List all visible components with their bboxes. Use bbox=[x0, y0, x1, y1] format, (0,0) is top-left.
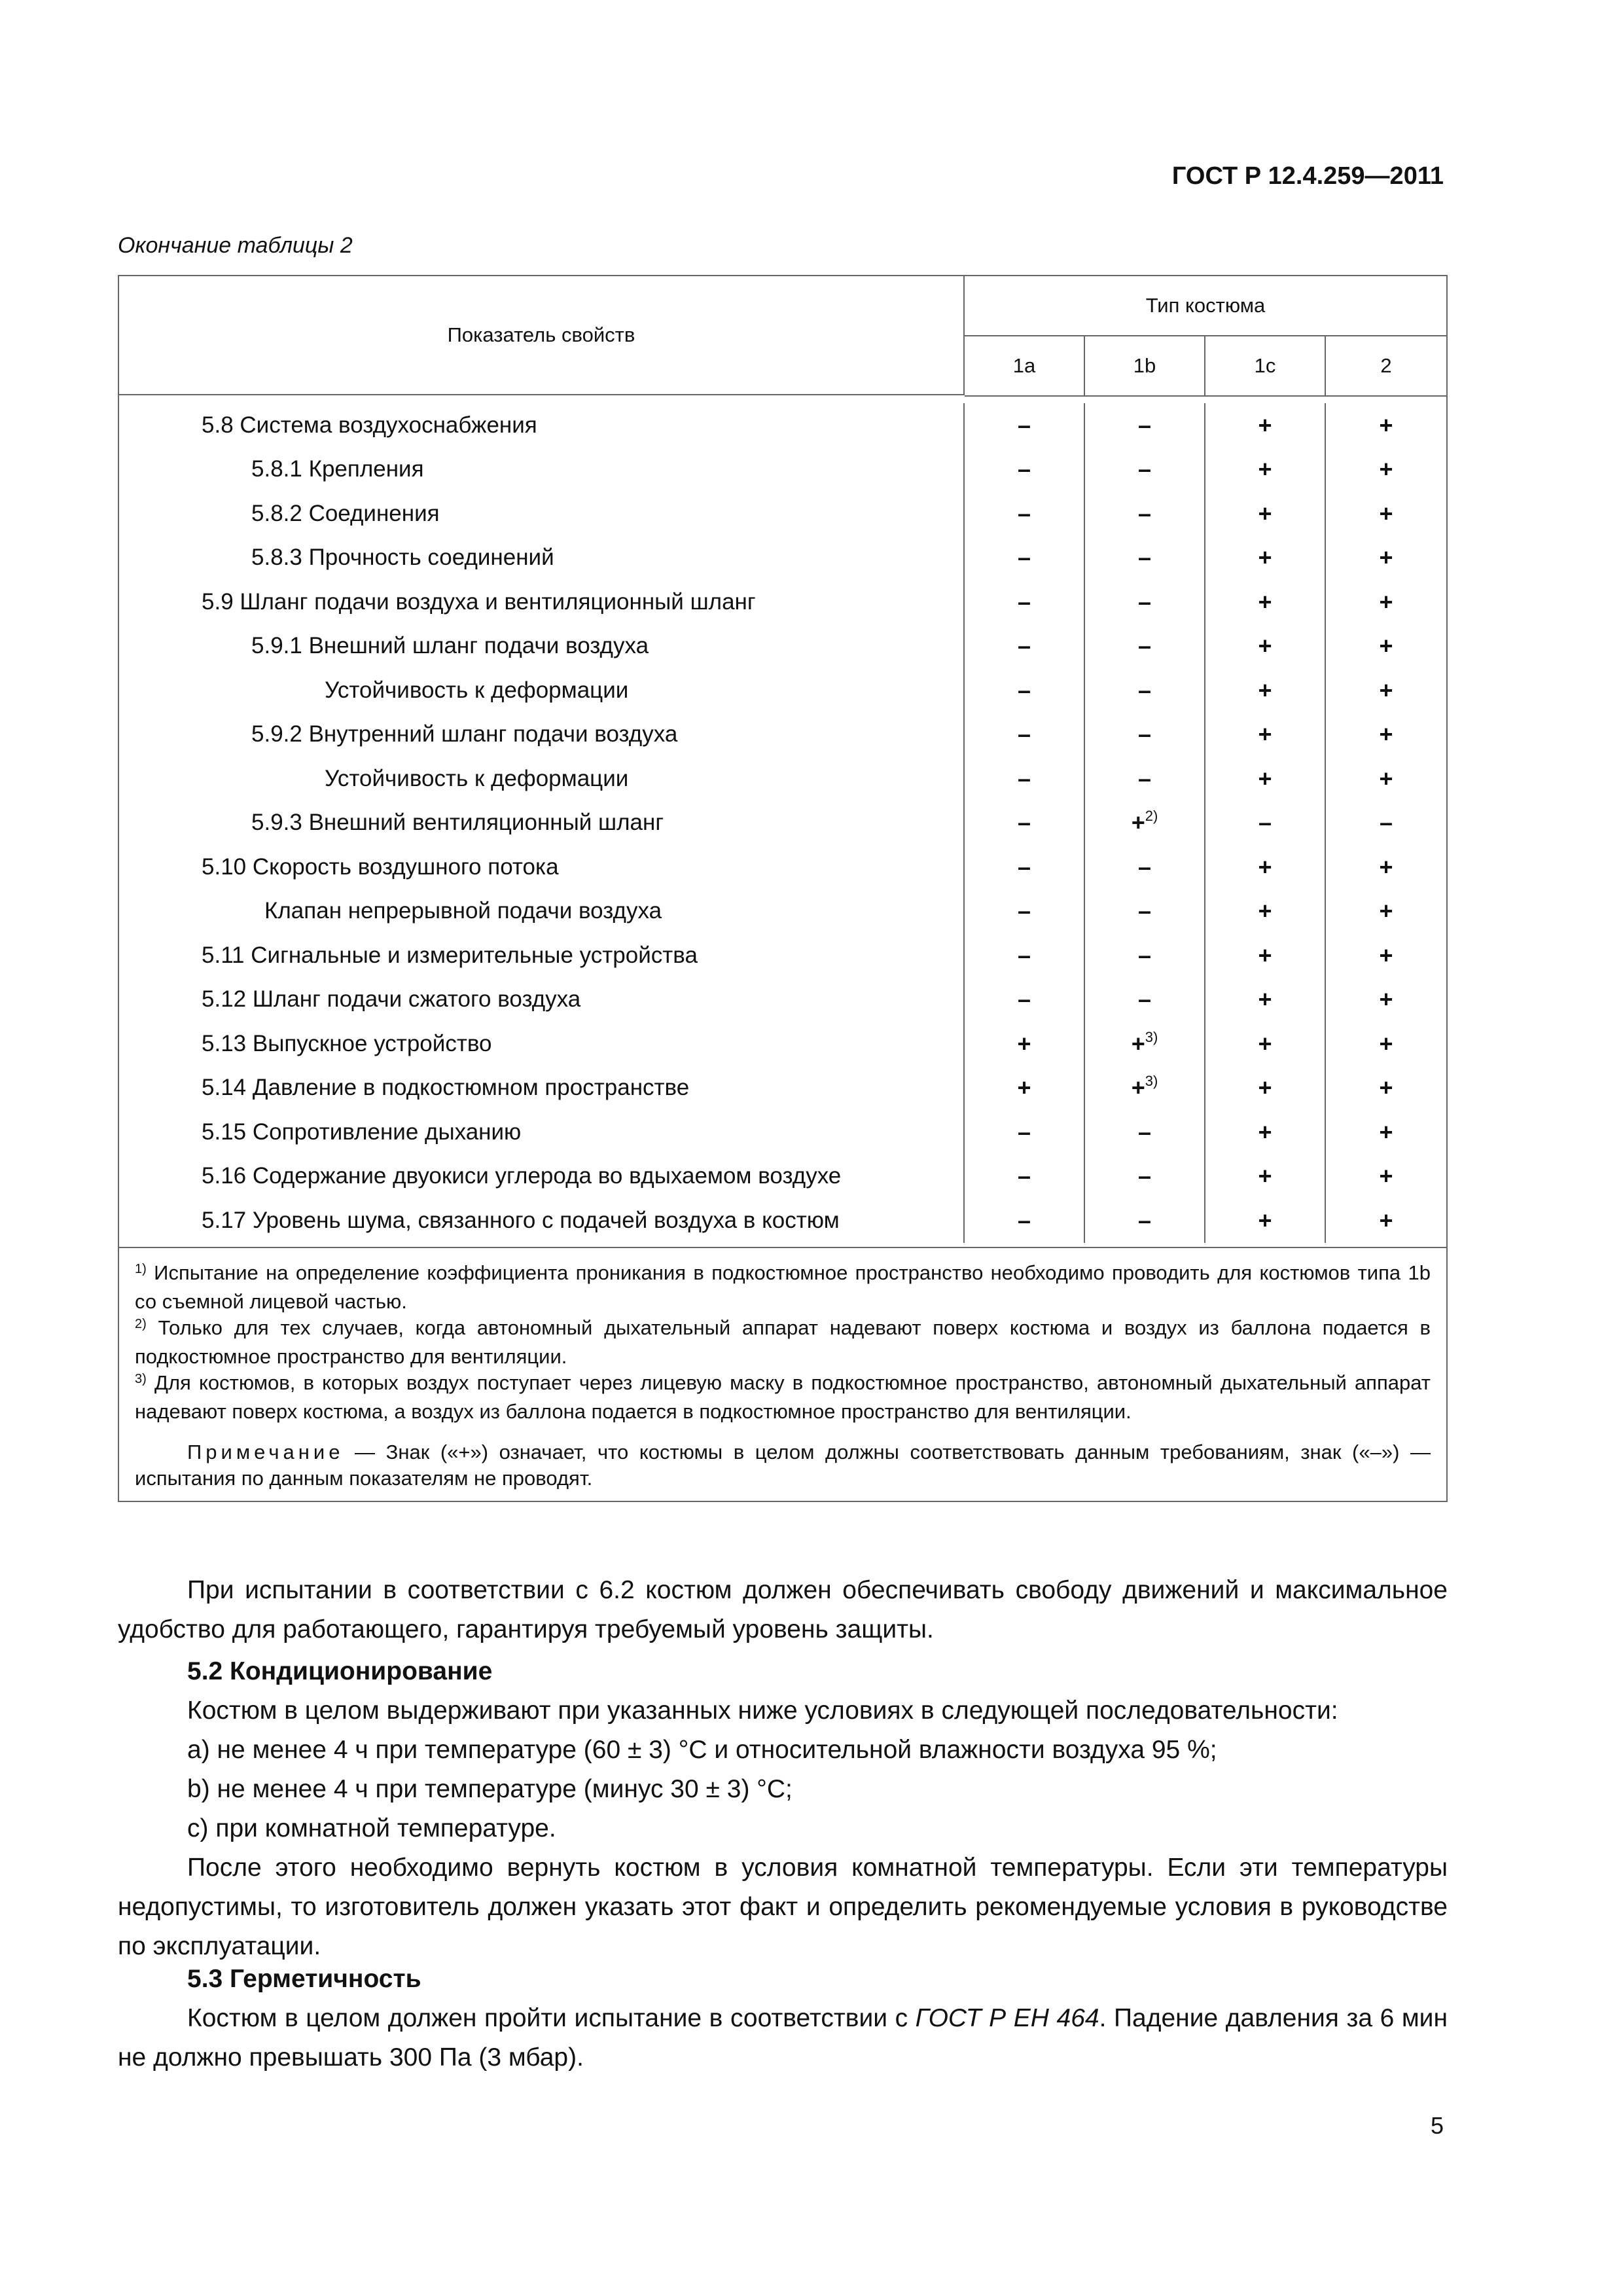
cell-1c bbox=[1205, 801, 1326, 846]
cell-1a bbox=[965, 1155, 1085, 1199]
cell-1c bbox=[1205, 757, 1326, 801]
cell-value: – bbox=[1137, 897, 1152, 925]
table-note bbox=[135, 1439, 1431, 1492]
cell-value: + bbox=[1379, 1074, 1393, 1102]
cell-1b bbox=[1085, 492, 1205, 536]
cell-value: + bbox=[1379, 1162, 1393, 1190]
cell-value: + bbox=[1258, 1030, 1272, 1057]
footnote-ref: 3) bbox=[1145, 1073, 1158, 1090]
cell-value: – bbox=[1017, 1206, 1031, 1234]
section-5-3 bbox=[118, 1960, 1448, 2077]
cell-1c bbox=[1205, 492, 1326, 536]
cell-2 bbox=[1326, 580, 1446, 624]
footnote-mark: 1) bbox=[135, 1261, 147, 1276]
page-number: 5 bbox=[1430, 2112, 1444, 2139]
footnote-2 bbox=[135, 1315, 1431, 1370]
cell-2 bbox=[1326, 1198, 1446, 1243]
row-label: 5.8.2 Соединения bbox=[119, 492, 965, 536]
cell-value: + bbox=[1258, 721, 1272, 748]
paragraph-tightness bbox=[118, 1999, 1448, 2077]
row-label: 5.14 Давление в подкостюмном пространстве bbox=[119, 1066, 965, 1111]
cell-value: + bbox=[1258, 456, 1272, 483]
cell-1c bbox=[1205, 889, 1326, 934]
cell-1b bbox=[1085, 845, 1205, 889]
cell-value: + bbox=[1379, 764, 1393, 792]
tightness-text-end: . Падение давления за 6 мин не должно превышать 300 Па (3 мбар). bbox=[118, 2004, 1448, 2072]
cell-1a bbox=[965, 668, 1085, 713]
cell-value: + bbox=[1258, 1206, 1272, 1234]
cell-value: + bbox=[1379, 544, 1393, 571]
row-label: 5.13 Выпускное устройство bbox=[119, 1022, 965, 1066]
header-col-2: 2 bbox=[1380, 354, 1392, 377]
cell-1b bbox=[1085, 1155, 1205, 1199]
cell-value: + bbox=[1258, 853, 1272, 880]
cell-value: + bbox=[1258, 632, 1272, 660]
row-label: 5.8 Система воздухоснабжения bbox=[119, 403, 965, 448]
cell-value: + bbox=[1131, 1030, 1145, 1057]
cell-value: + bbox=[1379, 632, 1393, 660]
cell-value: – bbox=[1137, 456, 1152, 483]
cell-value: – bbox=[1137, 411, 1152, 439]
cell-value: – bbox=[1017, 499, 1031, 527]
properties-table bbox=[118, 275, 1448, 1502]
cell-value: – bbox=[1017, 411, 1031, 439]
row-label: 5.17 Уровень шума, связанного с подачей воздуха в костюм bbox=[119, 1198, 965, 1243]
note-text: — Знак («+») означает, что костюмы в целом должны соответствовать данным требованиям, знак («–») — испытания по данным показателям не проводят. bbox=[135, 1440, 1431, 1490]
row-label: 5.15 Сопротивление дыханию bbox=[119, 1110, 965, 1155]
cell-value: + bbox=[1379, 1206, 1393, 1234]
row-label: 5.9.2 Внутренний шланг подачи воздуха bbox=[119, 713, 965, 757]
cell-value: – bbox=[1137, 721, 1152, 748]
row-label: Устойчивость к деформации bbox=[119, 668, 965, 713]
cell-1b bbox=[1085, 757, 1205, 801]
cell-1a bbox=[965, 624, 1085, 669]
table-row bbox=[119, 1198, 1446, 1243]
cell-1b bbox=[1085, 403, 1205, 448]
paragraph-movement: При испытании в соответствии с 6.2 костюм должен обеспечивать свободу движений и максимальное удобство для работающего, гарантируя требуемый уровень защиты. bbox=[118, 1576, 1448, 1643]
cell-value: + bbox=[1258, 941, 1272, 969]
cell-1b bbox=[1085, 889, 1205, 934]
cell-1c bbox=[1205, 978, 1326, 1022]
cell-value: + bbox=[1258, 1074, 1272, 1102]
row-label: 5.8.1 Крепления bbox=[119, 448, 965, 492]
paragraph-conditioning-intro: Костюм в целом выдерживают при указанных ниже условиях в следующей последовательности: bbox=[187, 1696, 1338, 1725]
cell-value: + bbox=[1131, 1074, 1145, 1102]
cell-2 bbox=[1326, 1066, 1446, 1111]
cell-value: + bbox=[1258, 764, 1272, 792]
cell-2 bbox=[1326, 1022, 1446, 1066]
header-col-1c: 1c bbox=[1205, 336, 1326, 395]
cell-1c bbox=[1205, 1110, 1326, 1155]
cell-2 bbox=[1326, 757, 1446, 801]
section-5-2 bbox=[118, 1652, 1448, 1966]
cell-1b bbox=[1085, 801, 1205, 846]
cell-value: + bbox=[1131, 809, 1145, 836]
list-item-c: c) при комнатной температуре. bbox=[187, 1814, 556, 1842]
cell-value: + bbox=[1379, 411, 1393, 439]
cell-value: – bbox=[1017, 721, 1031, 748]
table-row bbox=[119, 668, 1446, 713]
cell-value: – bbox=[1137, 1162, 1152, 1190]
table-row bbox=[119, 448, 1446, 492]
cell-value: + bbox=[1379, 721, 1393, 748]
cell-value: – bbox=[1017, 588, 1031, 615]
cell-value: – bbox=[1137, 1206, 1152, 1234]
row-label: 5.16 Содержание двуокиси углерода во вдыхаемом воздухе bbox=[119, 1155, 965, 1199]
cell-1b bbox=[1085, 1066, 1205, 1111]
cell-1a bbox=[965, 757, 1085, 801]
cell-2 bbox=[1326, 536, 1446, 581]
cell-value: – bbox=[1258, 809, 1272, 836]
footnote-ref: 3) bbox=[1145, 1028, 1158, 1045]
footnote-mark: 3) bbox=[135, 1371, 147, 1386]
cell-value: + bbox=[1258, 897, 1272, 925]
row-label: Клапан непрерывной подачи воздуха bbox=[119, 889, 965, 934]
cell-value: – bbox=[1137, 941, 1152, 969]
cell-value: + bbox=[1379, 676, 1393, 704]
table-row bbox=[119, 403, 1446, 448]
footnote-text: Для костюмов, в которых воздух поступает через лицевую маску в подкостюмное пространство, автономный дыхательный аппарат надевают поверх костюма, а воздух из баллона подается в подкостюмное пространство для вентиляции. bbox=[135, 1371, 1431, 1423]
table-row bbox=[119, 536, 1446, 581]
body-section-top bbox=[118, 1571, 1448, 1649]
table-body bbox=[119, 397, 1446, 1248]
cell-2 bbox=[1326, 978, 1446, 1022]
cell-1b bbox=[1085, 668, 1205, 713]
cell-1a bbox=[965, 492, 1085, 536]
table-row bbox=[119, 580, 1446, 624]
cell-1a bbox=[965, 1198, 1085, 1243]
cell-1a bbox=[965, 801, 1085, 846]
table-row bbox=[119, 933, 1446, 978]
table-row bbox=[119, 713, 1446, 757]
table-row bbox=[119, 492, 1446, 536]
cell-value: – bbox=[1017, 897, 1031, 925]
cell-1a bbox=[965, 448, 1085, 492]
cell-value: – bbox=[1137, 544, 1152, 571]
cell-value: – bbox=[1017, 853, 1031, 880]
cell-value: + bbox=[1258, 1162, 1272, 1190]
cell-2 bbox=[1326, 448, 1446, 492]
cell-1c bbox=[1205, 624, 1326, 669]
cell-1c bbox=[1205, 580, 1326, 624]
standard-reference: ГОСТ Р ЕН 464 bbox=[915, 2004, 1099, 2032]
row-label: 5.10 Скорость воздушного потока bbox=[119, 845, 965, 889]
cell-1a bbox=[965, 889, 1085, 934]
cell-1a bbox=[965, 1022, 1085, 1066]
cell-2 bbox=[1326, 624, 1446, 669]
paragraph-conditioning-after: После этого необходимо вернуть костюм в условия комнатной температуры. Если эти температуры недопустимы, то изготовитель должен указать этот факт и определить рекомендуемые условия в руководстве по эксплуатации. bbox=[118, 1854, 1448, 1960]
cell-value: + bbox=[1379, 853, 1393, 880]
cell-value: – bbox=[1379, 809, 1393, 836]
cell-value: + bbox=[1258, 588, 1272, 615]
cell-value: + bbox=[1379, 897, 1393, 925]
cell-1c bbox=[1205, 668, 1326, 713]
cell-value: + bbox=[1017, 1030, 1031, 1057]
cell-value: – bbox=[1137, 632, 1152, 660]
cell-value: – bbox=[1017, 941, 1031, 969]
cell-value: – bbox=[1017, 764, 1031, 792]
footnote-text: Испытание на определение коэффициента проникания в подкостюмное пространство необходимо проводить для костюмов типа 1b со съемной лицевой частью. bbox=[135, 1261, 1431, 1313]
cell-2 bbox=[1326, 845, 1446, 889]
note-label: Примечание bbox=[187, 1440, 344, 1463]
cell-1c bbox=[1205, 1198, 1326, 1243]
cell-value: – bbox=[1017, 544, 1031, 571]
heading-conditioning: 5.2 Кондиционирование bbox=[187, 1657, 493, 1685]
row-label: 5.9.1 Внешний шланг подачи воздуха bbox=[119, 624, 965, 669]
cell-2 bbox=[1326, 403, 1446, 448]
cell-1c bbox=[1205, 448, 1326, 492]
row-label: 5.9 Шланг подачи воздуха и вентиляционный шланг bbox=[119, 580, 965, 624]
cell-1a bbox=[965, 978, 1085, 1022]
cell-1b bbox=[1085, 624, 1205, 669]
footnote-text: Только для тех случаев, когда автономный дыхательный аппарат надевают поверх костюма и воздух из баллона подается в подкостюмное пространство для вентиляции. bbox=[135, 1316, 1431, 1368]
row-label: 5.8.3 Прочность соединений bbox=[119, 536, 965, 581]
cell-value: – bbox=[1017, 456, 1031, 483]
cell-1b bbox=[1085, 1110, 1205, 1155]
table-row bbox=[119, 889, 1446, 934]
cell-2 bbox=[1326, 668, 1446, 713]
table-row bbox=[119, 624, 1446, 669]
cell-value: + bbox=[1258, 411, 1272, 439]
row-label: 5.11 Сигнальные и измерительные устройства bbox=[119, 933, 965, 978]
row-label: 5.12 Шланг подачи сжатого воздуха bbox=[119, 978, 965, 1022]
header-suit-type: Тип костюма bbox=[965, 276, 1446, 336]
cell-2 bbox=[1326, 889, 1446, 934]
table-caption: Окончание таблицы 2 bbox=[118, 233, 353, 258]
table-row bbox=[119, 1155, 1446, 1199]
cell-value: – bbox=[1017, 986, 1031, 1013]
cell-value: + bbox=[1379, 1030, 1393, 1057]
cell-value: + bbox=[1258, 544, 1272, 571]
cell-value: + bbox=[1379, 588, 1393, 615]
cell-value: – bbox=[1017, 1162, 1031, 1190]
cell-1b bbox=[1085, 1198, 1205, 1243]
header-property: Показатель свойств bbox=[119, 276, 965, 395]
cell-1a bbox=[965, 845, 1085, 889]
table-row bbox=[119, 801, 1446, 846]
cell-value: – bbox=[1017, 809, 1031, 836]
cell-1b bbox=[1085, 580, 1205, 624]
tightness-text-start: Костюм в целом должен пройти испытание в соответствии с bbox=[187, 2004, 916, 2032]
row-label: 5.9.3 Внешний вентиляционный шланг bbox=[119, 801, 965, 846]
cell-1c bbox=[1205, 403, 1326, 448]
cell-1b bbox=[1085, 713, 1205, 757]
cell-1b bbox=[1085, 933, 1205, 978]
cell-1b bbox=[1085, 448, 1205, 492]
cell-1a bbox=[965, 933, 1085, 978]
document-header: ГОСТ Р 12.4.259—2011 bbox=[1171, 162, 1444, 190]
list-item-b: b) не менее 4 ч при температуре (минус 30 ± 3) °С; bbox=[187, 1775, 793, 1803]
cell-value: + bbox=[1379, 499, 1393, 527]
cell-1c bbox=[1205, 1022, 1326, 1066]
cell-value: – bbox=[1017, 676, 1031, 704]
heading-tightness: 5.3 Герметичность bbox=[187, 1965, 421, 1993]
cell-value: + bbox=[1258, 986, 1272, 1013]
cell-value: – bbox=[1017, 632, 1031, 660]
cell-value: + bbox=[1379, 456, 1393, 483]
footnote-mark: 2) bbox=[135, 1316, 147, 1331]
header-col-1b: 1b bbox=[1085, 336, 1205, 395]
cell-value: + bbox=[1379, 1118, 1393, 1145]
footnote-ref: 2) bbox=[1145, 808, 1158, 825]
cell-1c bbox=[1205, 845, 1326, 889]
cell-value: + bbox=[1379, 986, 1393, 1013]
table-row bbox=[119, 978, 1446, 1022]
cell-value: – bbox=[1137, 1118, 1152, 1145]
table-footnotes bbox=[119, 1248, 1446, 1501]
cell-1b bbox=[1085, 978, 1205, 1022]
table-row bbox=[119, 757, 1446, 801]
cell-1a bbox=[965, 713, 1085, 757]
list-item-a: a) не менее 4 ч при температуре (60 ± 3) °С и относительной влажности воздуха 95 %; bbox=[187, 1736, 1217, 1764]
cell-2 bbox=[1326, 1155, 1446, 1199]
cell-1c bbox=[1205, 713, 1326, 757]
cell-2 bbox=[1326, 1110, 1446, 1155]
cell-value: – bbox=[1137, 853, 1152, 880]
cell-1a bbox=[965, 580, 1085, 624]
table-row bbox=[119, 1066, 1446, 1111]
header-suit-type-group bbox=[965, 276, 1446, 397]
cell-value: – bbox=[1137, 764, 1152, 792]
table-row bbox=[119, 1110, 1446, 1155]
cell-value: – bbox=[1137, 499, 1152, 527]
cell-1b bbox=[1085, 1022, 1205, 1066]
footnote-3 bbox=[135, 1370, 1431, 1425]
cell-2 bbox=[1326, 713, 1446, 757]
cell-1c bbox=[1205, 1066, 1326, 1111]
cell-value: + bbox=[1258, 676, 1272, 704]
footnote-1 bbox=[135, 1260, 1431, 1315]
cell-1c bbox=[1205, 933, 1326, 978]
header-type-columns bbox=[965, 336, 1446, 395]
cell-1c bbox=[1205, 1155, 1326, 1199]
cell-1a bbox=[965, 1066, 1085, 1111]
cell-value: – bbox=[1017, 1118, 1031, 1145]
table-header bbox=[119, 276, 1446, 397]
cell-value: + bbox=[1379, 941, 1393, 969]
table-row bbox=[119, 845, 1446, 889]
cell-value: – bbox=[1137, 588, 1152, 615]
row-label: Устойчивость к деформации bbox=[119, 757, 965, 801]
cell-2 bbox=[1326, 801, 1446, 846]
cell-value: + bbox=[1258, 499, 1272, 527]
cell-2 bbox=[1326, 492, 1446, 536]
cell-1a bbox=[965, 1110, 1085, 1155]
cell-value: + bbox=[1017, 1074, 1031, 1102]
cell-value: + bbox=[1258, 1118, 1272, 1145]
cell-1a bbox=[965, 403, 1085, 448]
cell-1c bbox=[1205, 536, 1326, 581]
cell-value: – bbox=[1137, 676, 1152, 704]
cell-value: – bbox=[1137, 986, 1152, 1013]
table-row bbox=[119, 1022, 1446, 1066]
cell-2 bbox=[1326, 933, 1446, 978]
header-col-1a: 1a bbox=[965, 336, 1085, 395]
cell-1b bbox=[1085, 536, 1205, 581]
cell-1a bbox=[965, 536, 1085, 581]
